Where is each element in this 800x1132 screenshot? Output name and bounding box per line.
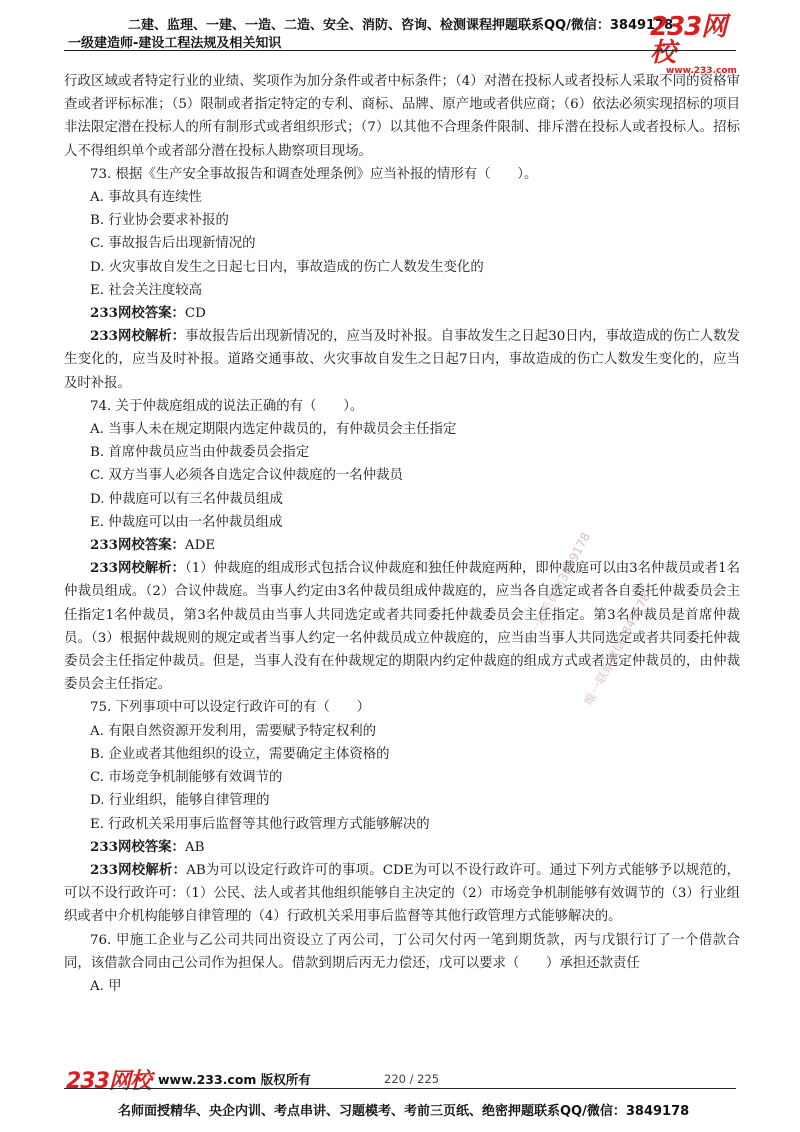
option-74-e: E. 仲裁庭可以由一名仲裁员组成 (90, 514, 283, 530)
analysis-label: 233网校解析： (90, 328, 186, 345)
analysis-73 (64, 325, 740, 395)
option-76-a: A. 甲 (90, 978, 122, 994)
footer-promo: 名师面授精华、央企内训、考点串讲、习题模考、考前三页纸、绝密押题联系QQ/微信：3849178 (118, 1104, 690, 1119)
option-74-b: B. 首席仲裁员应当由仲裁委员会指定 (90, 445, 310, 461)
answer-75 (64, 836, 740, 859)
question-74: 74. 关于仲裁庭组成的说法正确的有（ ）。 (90, 398, 364, 414)
option-73-d: D. 火灾事故自发生之日起七日内，事故造成的伤亡人数发生变化的 (90, 259, 484, 275)
answer-label: 233网校答案： (90, 537, 185, 554)
question-73: 73. 根据《生产安全事故报告和调查处理条例》应当补报的情形有（ ）。 (90, 166, 538, 182)
option-74-a: A. 当事人未在规定期限内选定仲裁员的，有仲裁员会主任指定 (90, 422, 457, 438)
footer-divider (64, 1088, 736, 1089)
option-73-b: B. 行业协会要求补报的 (90, 213, 229, 229)
header-divider (64, 50, 736, 51)
option-75-c: C. 市场竞争机制能够有效调节的 (90, 770, 283, 786)
logo-url: www.233.com (666, 66, 737, 76)
answer-value: AB (184, 839, 205, 855)
question-75: 75. 下列事项中可以设定行政许可的有（ ） (90, 700, 370, 716)
watermark-text: 唯一联系微信3849178 (521, 530, 594, 648)
option-74-c: C. 双方当事人必须各自选定合议仲裁庭的一名仲裁员 (90, 468, 403, 484)
option-73-a: A. 事故具有连续性 (90, 190, 202, 206)
logo-text: 233网校 (650, 12, 727, 68)
analysis-label: 233网校解析： (90, 560, 185, 577)
question-76: 76. 甲施工企业与乙公司共同出资设立了丙公司，丁公司欠付丙一笔到期货款，丙与戊银行订了一个借款合同，该借款合同由己公司作为担保人。借款到期后丙无力偿还，戊可以要求（ ）承担还款责任 (64, 932, 740, 971)
answer-label: 233网校答案： (90, 838, 185, 855)
brand-logo (650, 12, 740, 76)
option-75-e: E. 行政机关采用事后监督等其他行政管理方式能够解决的 (90, 816, 430, 832)
header-subtitle: 一级建造师-建设工程法规及相关知识 (68, 36, 282, 51)
document-body (64, 70, 740, 998)
answer-74 (64, 534, 740, 557)
footer-copyright: www.233.com 版权所有 (158, 1072, 311, 1087)
option-75-a: A. 有限自然资源开发利用，需要赋予特定权利的 (90, 723, 376, 739)
page-header (0, 0, 800, 76)
footer-logo: 233网校 (66, 1069, 151, 1094)
analysis-text: 事故报告后出现新情况的，应当及时补报。自事故发生之日起30日内，事故造成的伤亡人数发生变化的，应当及时补报。道路交通事故、火灾事故自发生之日起7日内，事故造成的伤亡人数发生变化的，应当及时补报。 (64, 329, 741, 391)
analysis-text: （1）仲裁庭的组成形式包括合议仲裁庭和独任仲裁庭两种，即仲裁庭可以由3名仲裁员或者1名仲裁员组成。（2）合议仲裁庭。当事人约定由3名仲裁员组成仲裁庭的，应当各自选定或者各自委托仲裁委员会主任指定1名仲裁员，第3名仲裁员由当事人共同选定或者共同委托仲裁委员会主任指定。第3名仲裁员是首席仲裁员。（3）根据仲裁规则的规定或者当事人约定一名仲裁员成立仲裁庭的，应当由当事人共同选定或者共同委托仲裁委员会主任指定仲裁员。但是，当事人没有在仲裁规定的期限内约定仲裁庭的组成方式或者选定仲裁员的，由仲裁委员会主任指定。 (64, 561, 740, 693)
watermark-text-secondary: 唯一联系微信3849178 (581, 590, 654, 708)
analysis-text: AB为可以设定行政许可的事项。CDE为可以不设行政许可。通过下列方式能够予以规范的，可以不设行政许可：（1）公民、法人或者其他组织能够自主决定的（2）市场竞争机制能够有效调节的（3）行业组织或者中介机构能够自律管理的（4）行政机关采用事后监督等其他行政管理方式能够解决的。 (64, 862, 741, 925)
option-75-b: B. 企业或者其他组织的设立，需要确定主体资格的 (90, 746, 390, 762)
page-footer (0, 1060, 800, 1132)
page-number: 220 / 225 (384, 1072, 440, 1086)
option-74-d: D. 仲裁庭可以有三名仲裁员组成 (90, 491, 283, 507)
analysis-75 (64, 859, 740, 929)
header-promo: 二建、监理、一建、一造、二造、安全、消防、咨询、检测课程押题联系QQ/微信：3849178 (128, 18, 674, 33)
answer-value: CD (184, 306, 206, 322)
answer-73 (64, 302, 740, 325)
intro-paragraph: 行政区域或者特定行业的业绩、奖项作为加分条件或者中标条件；（4）对潜在投标人或者投标人采取不同的资格审查或者评标标准；（5）限制或者指定特定的专利、商标、品牌、原产地或者供应商；（6）依法必须实现招标的项目非法限定潜在投标人的所有制形式或者组织形式；（7）以其他不合理条件限制、排斥潜在投标人或者投标人。招标人不得组织单个或者部分潜在投标人勘察项目现场。 (64, 74, 740, 159)
analysis-label: 233网校解析： (90, 861, 187, 878)
option-73-e: E. 社会关注度较高 (90, 282, 203, 298)
option-73-c: C. 事故报告后出现新情况的 (90, 236, 256, 252)
answer-value: ADE (184, 538, 216, 554)
option-75-d: D. 行业组织，能够自律管理的 (90, 793, 270, 809)
answer-label: 233网校答案： (90, 305, 185, 322)
analysis-74 (64, 557, 740, 696)
